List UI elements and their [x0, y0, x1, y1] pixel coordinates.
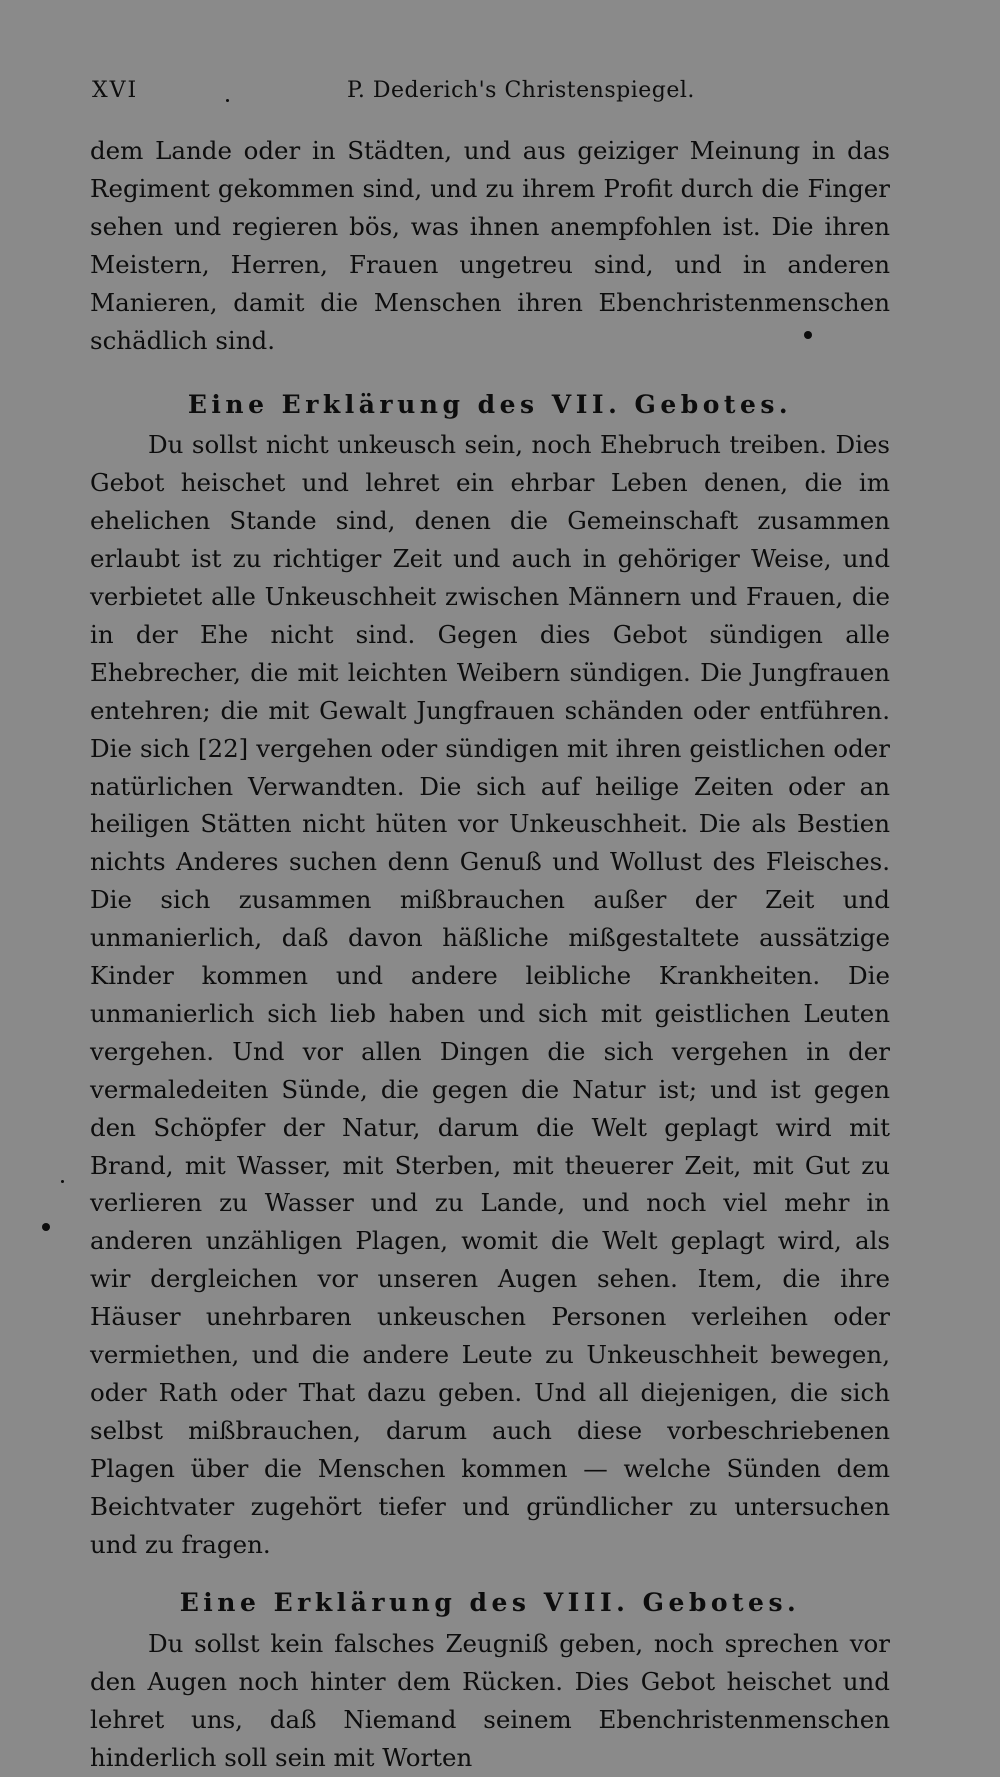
page-number: XVI	[92, 78, 139, 103]
running-title: P. Dederich's Christenspiegel.	[347, 78, 695, 103]
section-8-paragraph: Du sollst kein falsches Zeugniß geben, noch sprechen vor den Augen noch hinter dem Rücken. Dies Gebot heischet und lehret uns, daß Niemand seinem Ebenchristenmenschen hinderlich soll sein mit Worten	[90, 1629, 890, 1773]
section-7-paragraph: Du sollst nicht unkeusch sein, noch Ehebruch treiben. Dies Gebot heischet und lehret ein ehrbar Leben denen, die im ehelichen Stande sind, denen die Gemeinschaft zusammen erlaubt ist zu richtiger Zeit und auch in gehöriger Weise, und verbietet alle Unkeuschheit zwischen Männern und Frauen, die in der Ehe nicht sind. Gegen dies Gebot sündigen alle Ehebrecher, die mit leichten Weibern sündigen. Die Jungfrauen entehren; die mit Gewalt Jungfrauen schänden oder entführen. Die sich [22] vergehen oder sündigen mit ihren geistlichen oder natürlichen Verwandten. Die sich auf heilige Zeiten oder an heiligen Stätten nicht hüten vor Unkeuschheit. Die als Bestien nichts Anderes suchen denn Genuß und Wollust des Fleisches. Die sich zusammen mißbrauchen außer der Zeit und unmanierlich, daß davon häßliche mißgestaltete aussätzige Kinder kommen und andere leibliche Krankheiten. Die unmanierlich sich lieb haben und sich mit geistlichen Leuten vergehen. Und vor allen Dingen die sich vergehen in der vermaledeiten Sünde, die gegen die Natur ist; und ist gegen den Schöpfer der Natur, darum die Welt geplagt wird mit Brand, mit Wasser, mit Sterben, mit theuerer Zeit, mit Gut zu verlieren zu Wasser und zu Lande, und noch viel mehr in anderen unzähligen Plagen, womit die Welt geplagt wird, als wir dergleichen vor unseren Augen sehen. Item, die ihre Häuser unehrbaren unkeuschen Personen verleihen oder vermiethen, und die andere Leute zu Unkeuschheit bewegen, oder Rath oder That dazu geben. Und all diejenigen, die sich selbst mißbrauchen, darum auch diese vorbeschriebenen Plagen über die Menschen kommen — welche Sünden dem Beichtvater zugehört tiefer und gründlicher zu untersuchen und zu fragen.	[90, 430, 890, 1559]
ink-speck	[804, 331, 812, 339]
intro-paragraph: dem Lande oder in Städten, und aus geiziger Meinung in das Regiment gekommen sind, und zu ihrem Profit durch die Finger sehen und regieren bös, was ihnen anempfohlen ist. Die ihren Meistern, Herren, Frauen ungetreu sind, und in anderen Manieren, damit die Menschen ihren Ebenchristenmenschen schädlich sind.	[90, 136, 890, 355]
page-body	[90, 132, 890, 1777]
ink-speck	[42, 1223, 50, 1231]
page-header	[92, 78, 892, 108]
ink-speck	[226, 99, 229, 102]
ink-speck	[61, 1180, 64, 1183]
section-8-heading: Eine Erklärung des VIII. Gebotes.	[179, 1587, 801, 1617]
section-7-heading: Eine Erklärung des VII. Gebotes.	[187, 390, 793, 420]
